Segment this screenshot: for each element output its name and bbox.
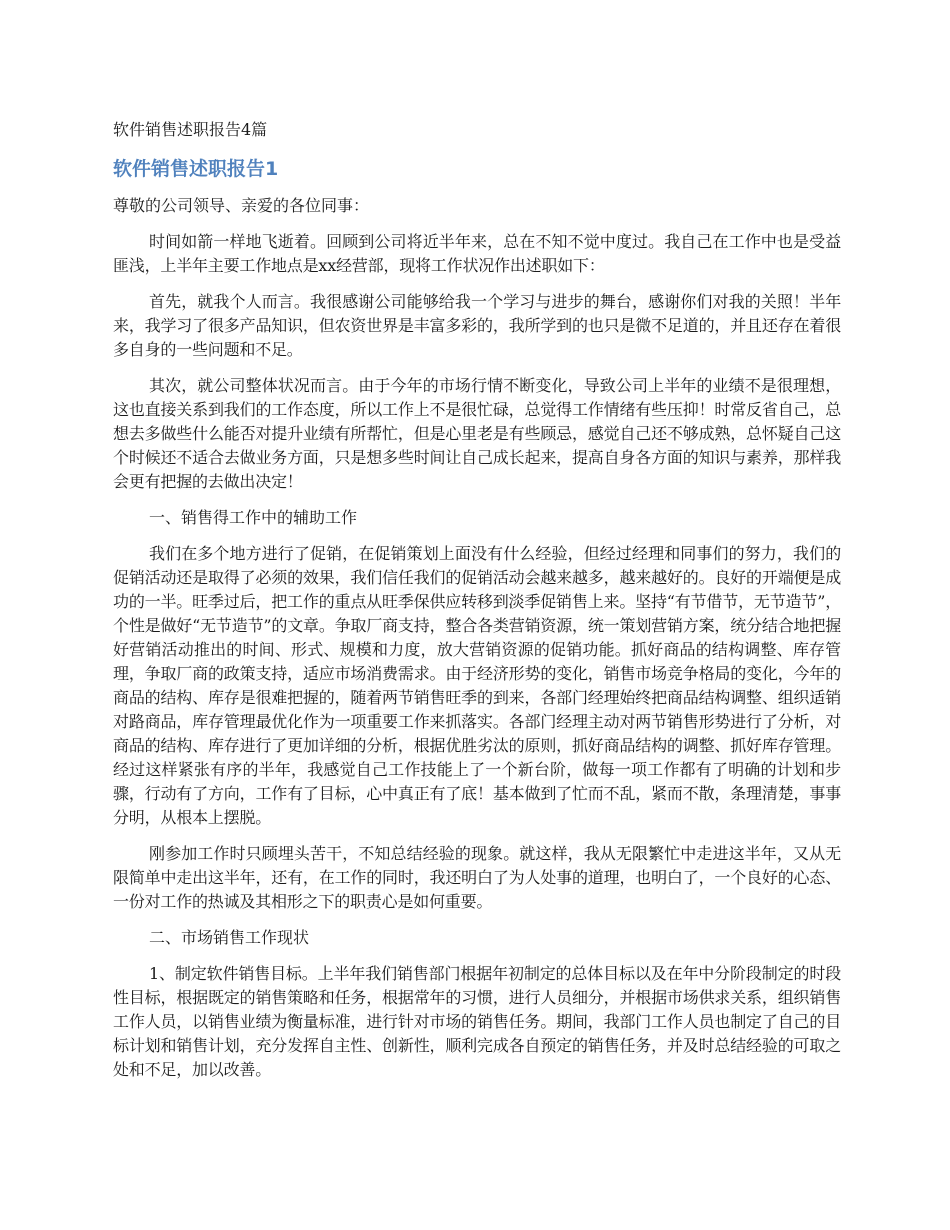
section-heading: 软件销售述职报告1 xyxy=(113,158,279,180)
paragraph: 1、制定软件销售目标。上半年我们销售部门根据年初制定的总体目标以及在年中分阶段制定的时段性目标，根据既定的销售策略和任务，根据常年的习惯，进行人员细分，并根据市场供求关系，组织销售工作人员，以销售业绩为衡量标准，进行针对市场的销售任务。期间，我部门工作人员也制定了自己的目标计划和销售计划，充分发挥自主性、创新性，顺利完成各自预定的销售任务，并及时总结经验的可取之处和不足，加以改善。 xyxy=(113,964,841,1079)
paragraph: 时间如箭一样地飞逝着。回顾到公司将近半年来，总在不知不觉中度过。我自己在工作中也是受益匪浅，上半年主要工作地点是xx经营部，现将工作状况作出述职如下： xyxy=(113,232,841,275)
subheading: 二、市场销售工作现状 xyxy=(149,928,310,947)
paragraph: 其次，就公司整体状况而言。由于今年的市场行情不断变化，导致公司上半年的业绩不是很理想，这也直接关系到我们的工作态度，所以工作上不是很忙碌，总觉得工作情绪有些压抑！时常反省自己，总想去多做些什么能否对提升业绩有所帮忙，但是心里老是有些顾忌，感觉自己还不够成熟，总怀疑自己这个时候还不适合去做业务方面，只是想多些时间让自己成长起来，提高自身各方面的知识与素养，那样我会更有把握的去做出决定！ xyxy=(113,376,841,491)
paragraph: 我们在多个地方进行了促销，在促销策划上面没有什么经验，但经过经理和同事们的努力，我们的促销活动还是取得了必须的效果，我们信任我们的促销活动会越来越多，越来越好的。良好的开端便是成功的一半。旺季过后，把工作的重点从旺季保供应转移到淡季促销售上来。坚持“有节借节，无节造节”，个性是做好“无节造节”的文章。争取厂商支持，整合各类营销资源，统一策划营销方案，统分结合地把握好营销活动推出的时间、形式、规模和力度，放大营销资源的促销功能。抓好商品的结构调整、库存管理，争取厂商的政策支持，适应市场消费需求。由于经济形势的变化，销售市场竞争格局的变化，今年的商品的结构、库存是很难把握的，随着两节销售旺季的到来，各部门经理始终把商品结构调整、组织适销对路商品，库存管理最优化作为一项重要工作来抓落实。各部门经理主动对两节销售形势进行了分析，对商品的结构、库存进行了更加详细的分析，根据优胜劣汰的原则，抓好商品结构的调整、抓好库存管理。经过这样紧张有序的半年，我感觉自己工作技能上了一个新台阶，做每一项工作都有了明确的计划和步骤，行动有了方向，工作有了目标，心中真正有了底！基本做到了忙而不乱，紧而不散，条理清楚，事事分明，从根本上摆脱。 xyxy=(113,544,841,827)
document-title: 软件销售述职报告4篇 xyxy=(113,120,268,139)
paragraph: 刚参加工作时只顾埋头苦干，不知总结经验的现象。就这样，我从无限繁忙中走进这半年，又从无限简单中走出这半年，还有，在工作的同时，我还明白了为人处事的道理，也明白了，一个良好的心态、一份对工作的热诚及其相形之下的职责心是如何重要。 xyxy=(113,844,841,911)
document-page xyxy=(113,118,841,1094)
salutation: 尊敬的公司领导、亲爱的各位同事： xyxy=(113,196,370,215)
paragraph: 首先，就我个人而言。我很感谢公司能够给我一个学习与进步的舞台，感谢你们对我的关照！半年来，我学习了很多产品知识，但农资世界是丰富多彩的，我所学到的也只是微不足道的，并且还存在着很多自身的一些问题和不足。 xyxy=(113,292,841,359)
subheading: 一、销售得工作中的辅助工作 xyxy=(149,508,358,527)
